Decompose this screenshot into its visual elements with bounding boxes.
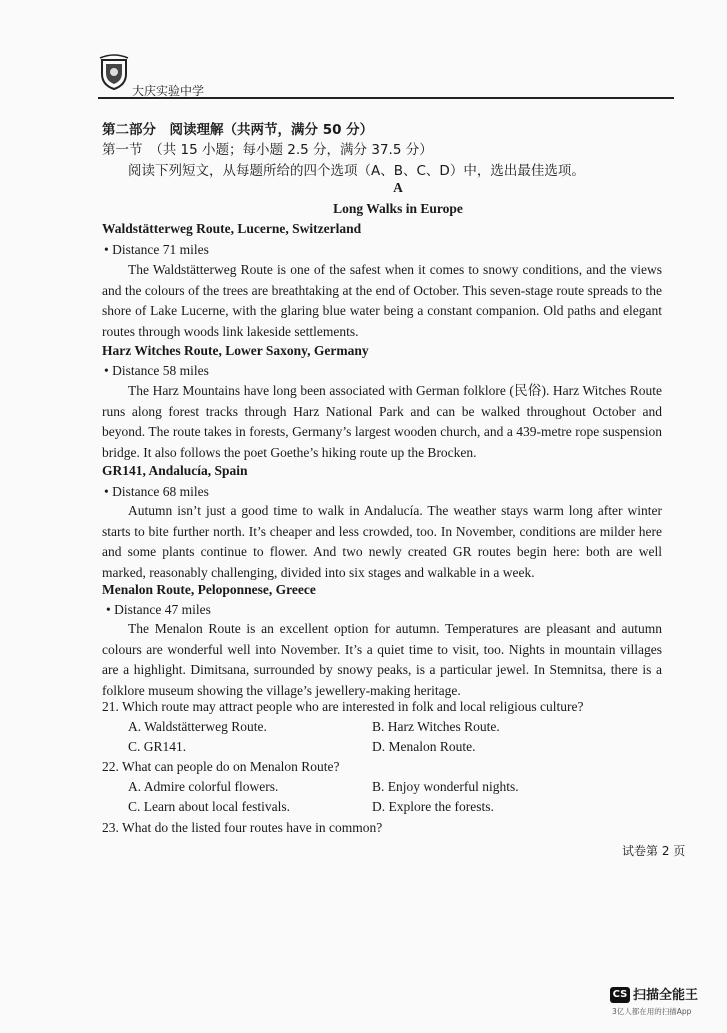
question-option: C. Learn about local festivals. <box>128 799 290 814</box>
route-description <box>102 619 662 701</box>
route-heading: Waldstätterweg Route, Lucerne, Switzerland <box>102 221 362 236</box>
route-distance: • Distance 58 miles <box>104 363 209 378</box>
school-crest-logo <box>98 54 130 90</box>
school-name: 大庆实验中学 <box>132 84 205 98</box>
question-option: B. Harz Witches Route. <box>372 719 500 734</box>
question-option: D. Menalon Route. <box>372 739 476 754</box>
route-distance: • Distance 47 miles <box>106 602 211 617</box>
route-heading: Harz Witches Route, Lower Saxony, Germany <box>102 343 369 358</box>
passage-title: Long Walks in Europe <box>333 201 463 216</box>
route-description-text: The Menalon Route is an excellent option for autumn. Temperatures are pleasant and autumn colours are wonderful well into November. It’s a quiet time to visit, too. Nights in mountain villages are a highlight. Dimitsana, surrounded by snowy peaks, is a particular jewel. In Stemnitsa, there is a folklore museum showing the village’s jewellery-making heritage. <box>102 621 662 698</box>
route-heading: GR141, Andalucía, Spain <box>102 463 248 478</box>
route-heading: Menalon Route, Peloponnese, Greece <box>102 582 316 597</box>
question-stem: 21. Which route may attract people who are interested in folk and local religious culture? <box>102 699 584 714</box>
route-description <box>102 260 662 342</box>
question-option: D. Explore the forests. <box>372 799 494 814</box>
question-option: A. Waldstätterweg Route. <box>128 719 267 734</box>
question-option: C. GR141. <box>128 739 187 754</box>
instructions: 阅读下列短文，从每题所给的四个选项（A、B、C、D）中，选出最佳选项。 <box>128 163 585 179</box>
watermark-app-name: 扫描全能王 <box>633 988 699 1003</box>
route-description <box>102 381 662 463</box>
page-number: 试卷第 2 页 <box>622 844 686 858</box>
route-description-text: Autumn isn’t just a good time to walk in Andalucía. The weather stays warm long after winter starts to bite further north. It’s cheaper and less crowded, too. In November, conditions are milder here and some plants continue to flower. And two newly created GR routes begin here: both are well marked, reasonably challenging, divided into six stages and walkable in a week. <box>102 503 662 580</box>
route-description-text: The Waldstätterweg Route is one of the safest when it comes to snowy conditions, and the views and the colours of the trees are breathtaking at the end of October. This seven-stage route spreads to the shore of Lake Lucerne, with the glaring blue water being a constant companion. Old paths and elegant routes through woods link lakeside settlements. <box>102 262 662 339</box>
scanner-watermark <box>610 984 698 1003</box>
question-stem: 22. What can people do on Menalon Route? <box>102 759 340 774</box>
route-description-text: The Harz Mountains have long been associated with German folklore (民俗). Harz Witches Route runs along forest tracks through Harz National Park and can be walked throughout October and beyond. The route takes in forests, Germany’s largest wooden church, and a 439-metre rope suspension bridge. It also follows the poet Goethe’s hiking route up the Brocken. <box>102 383 662 460</box>
route-description <box>102 501 662 583</box>
header-divider <box>98 97 674 99</box>
passage-letter: A <box>393 180 403 195</box>
route-distance: • Distance 71 miles <box>104 242 209 257</box>
watermark-tagline: 3亿人都在用的扫描App <box>612 1007 692 1016</box>
camscanner-logo-icon: CS <box>610 987 630 1003</box>
part-title: 第二部分 阅读理解（共两节，满分 50 分） <box>102 122 374 138</box>
subsection-title: 第一节 （共 15 小题；每小题 2.5 分，满分 37.5 分） <box>102 142 433 158</box>
question-stem: 23. What do the listed four routes have in common? <box>102 820 383 835</box>
question-option: A. Admire colorful flowers. <box>128 779 279 794</box>
question-option: B. Enjoy wonderful nights. <box>372 779 519 794</box>
route-distance: • Distance 68 miles <box>104 484 209 499</box>
